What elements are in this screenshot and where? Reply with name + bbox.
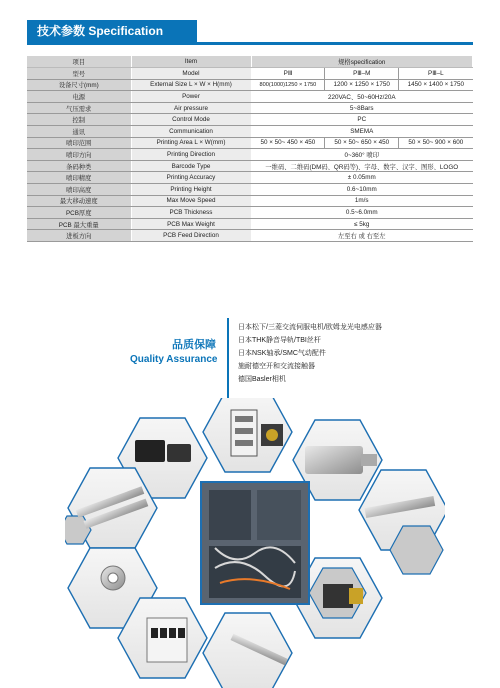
quality-item: 施耐德空开和交流接触器	[238, 363, 315, 370]
quality-divider	[227, 318, 229, 410]
table-row	[27, 218, 473, 230]
table-row	[27, 126, 473, 138]
row-en: Printing Accuracy	[131, 172, 251, 184]
head-en: Item	[131, 56, 251, 68]
value-cell: PC	[251, 114, 473, 126]
value-cell: 0~360° 喷印	[251, 149, 473, 161]
quality-item: 日本THK静音导轨/TBI丝杆	[238, 337, 321, 344]
row-cn: 喷印范围	[27, 137, 131, 149]
value-cell: ± 0.05mm	[251, 172, 473, 184]
table-row	[27, 114, 473, 126]
head-spec: 规格specification	[251, 56, 473, 68]
row-en: PCB Feed Direction	[131, 230, 251, 242]
quality-item: 德国Basler相机	[238, 376, 286, 383]
value-cell: PⅢ–M	[325, 68, 399, 80]
row-en: Printing Direction	[131, 149, 251, 161]
value-cell: 1200 × 1250 × 1750	[325, 79, 399, 91]
table-row	[27, 79, 473, 91]
row-en: Communication	[131, 126, 251, 138]
bearing-icon	[101, 566, 125, 590]
value-cell: 1450 × 1400 × 1750	[399, 79, 473, 91]
component-hexagon-collage	[65, 398, 445, 688]
row-cn: 最大移动速度	[27, 195, 131, 207]
row-cn: 通讯	[27, 126, 131, 138]
table-row	[27, 230, 473, 242]
row-cn: 控制	[27, 114, 131, 126]
row-cn: 喷印精度	[27, 172, 131, 184]
value-cell: 1m/s	[251, 195, 473, 207]
row-cn: 设备尺寸(mm)	[27, 79, 131, 91]
table-row	[27, 184, 473, 196]
value-cell: 800(1000)1250 × 1750	[251, 79, 325, 91]
quality-title-en: Quality Assurance	[130, 354, 218, 365]
row-cn: 进板方向	[27, 230, 131, 242]
row-en: Air pressure	[131, 102, 251, 114]
spec-title: 技术参数 Specification	[27, 20, 197, 42]
row-en: Barcode Type	[131, 160, 251, 172]
terminal-block-icon	[231, 410, 257, 456]
circuit-breaker-icon	[147, 618, 187, 662]
quality-list	[238, 321, 382, 386]
table-row	[27, 195, 473, 207]
row-en: Model	[131, 68, 251, 80]
value-cell: 左至右 或 右至左	[251, 230, 473, 242]
head-cn: 项目	[27, 56, 131, 68]
row-en: Printing Area L × W(mm)	[131, 137, 251, 149]
table-row	[27, 160, 473, 172]
quality-item: 日本松下/三菱交流伺服电机/欧姆龙光电感应器	[238, 324, 382, 331]
row-en: External Size L × W × H(mm)	[131, 79, 251, 91]
row-cn: 喷印高度	[27, 184, 131, 196]
row-en: Control Mode	[131, 114, 251, 126]
row-en: Printing Height	[131, 184, 251, 196]
row-cn: 气压需求	[27, 102, 131, 114]
table-row	[27, 172, 473, 184]
value-cell: 50 × 50~ 450 × 450	[251, 137, 325, 149]
row-en: Max Move Speed	[131, 195, 251, 207]
spec-title-rule	[27, 42, 473, 45]
value-cell: SMEMA	[251, 126, 473, 138]
table-row	[27, 102, 473, 114]
value-cell: 0.5~6.0mm	[251, 207, 473, 219]
quality-item: 日本NSK轴承/SMC气动配件	[238, 350, 326, 357]
row-en: Power	[131, 91, 251, 103]
row-en: PCB Max Weight	[131, 218, 251, 230]
servo-motor-icon	[261, 424, 283, 446]
table-row	[27, 149, 473, 161]
table-row	[27, 91, 473, 103]
table-row	[27, 68, 473, 80]
value-cell: PⅢ–L	[399, 68, 473, 80]
value-cell: 一维码、二维码(DM码、QR码等)、字母、数字、汉字、图形、LOGO	[251, 160, 473, 172]
value-cell: PⅢ	[251, 68, 325, 80]
row-cn: 型号	[27, 68, 131, 80]
value-cell: 0.6~10mm	[251, 184, 473, 196]
value-cell: 50 × 50~ 650 × 450	[325, 137, 399, 149]
row-cn: PCB厚度	[27, 207, 131, 219]
row-cn: 电源	[27, 91, 131, 103]
spec-head-row	[27, 56, 473, 68]
spec-table	[27, 56, 473, 242]
value-cell: ≤ 5kg	[251, 218, 473, 230]
table-row	[27, 137, 473, 149]
value-cell: 50 × 50~ 900 × 600	[399, 137, 473, 149]
value-cell: 220VAC、50~60Hz/20A	[251, 91, 473, 103]
quality-title	[130, 336, 218, 365]
row-en: PCB Thickness	[131, 207, 251, 219]
row-cn: 条码种类	[27, 160, 131, 172]
row-cn: 喷印方向	[27, 149, 131, 161]
quality-title-cn: 品质保障	[172, 339, 216, 351]
value-cell: 5~8Bars	[251, 102, 473, 114]
table-row	[27, 207, 473, 219]
row-cn: PCB 最大重量	[27, 218, 131, 230]
